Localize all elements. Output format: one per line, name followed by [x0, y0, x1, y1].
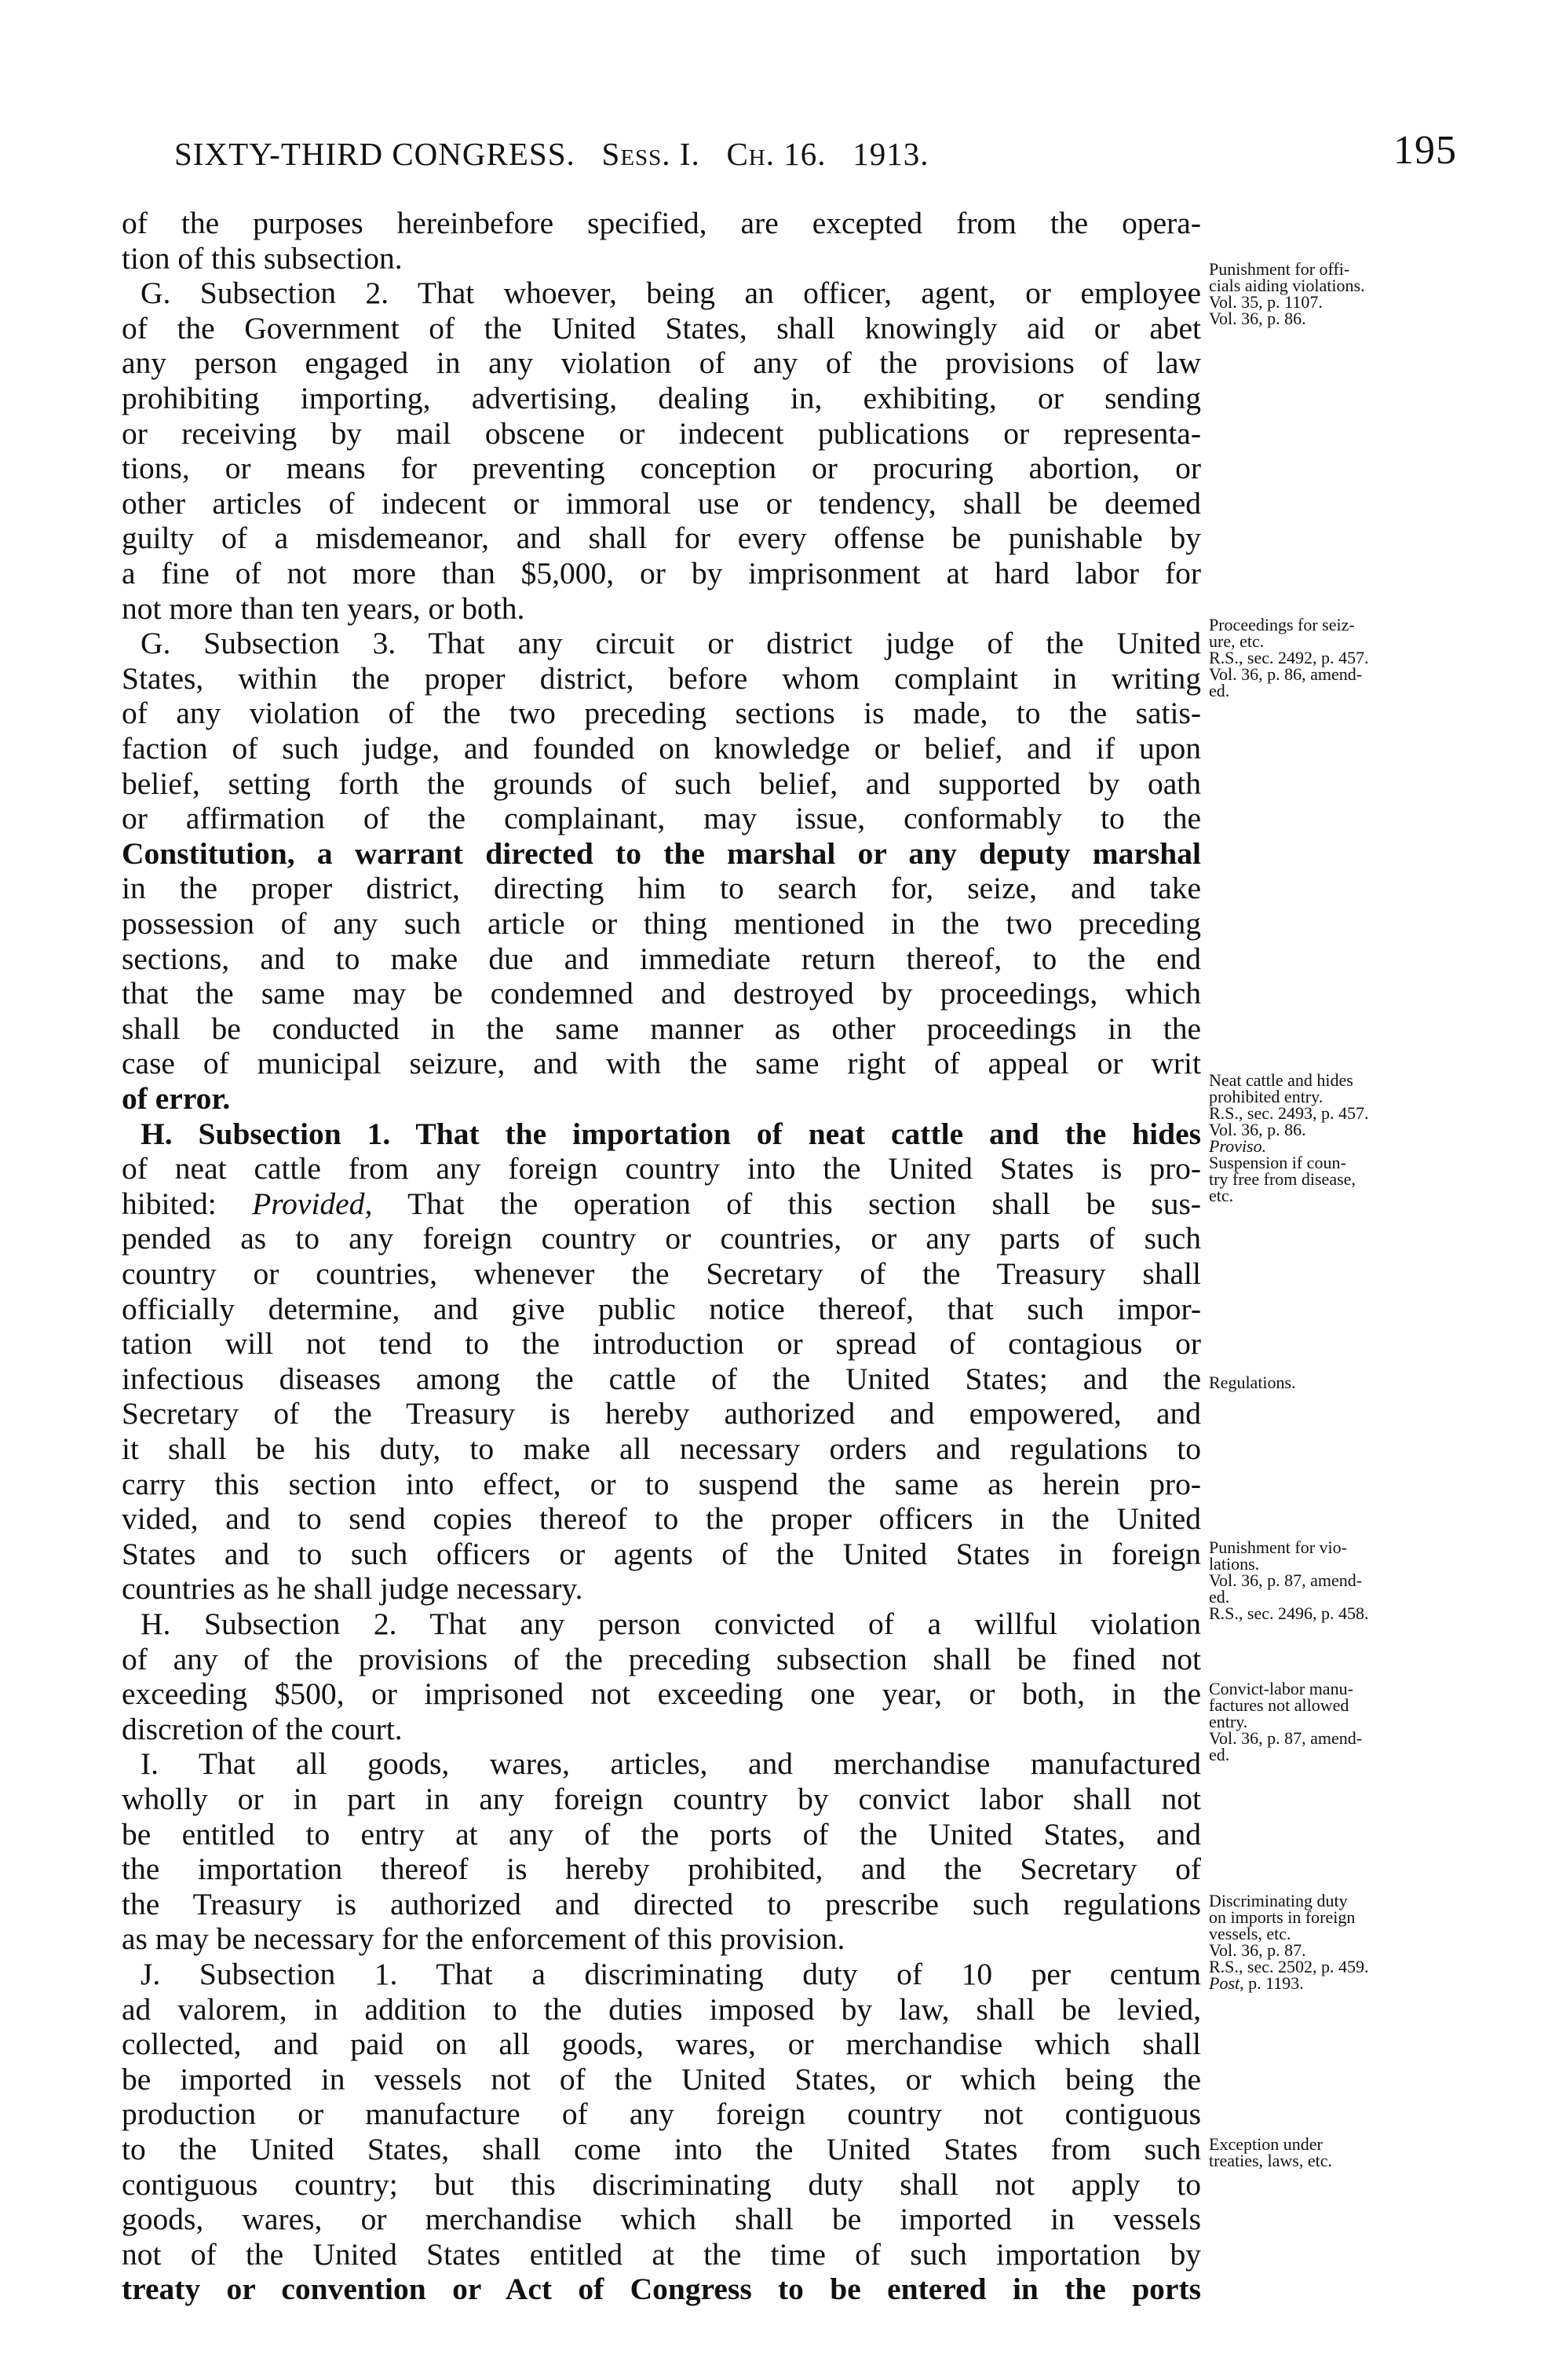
margin-note-line: Vol. 36, p. 86. [1209, 309, 1306, 328]
text-line: of any of the provisions of the preceding subsection shall be fined not [122, 1641, 1201, 1676]
margin-note-line: ed. [1209, 1745, 1230, 1764]
text-line: carry this section into effect, or to suspend the same as herein pro- [122, 1466, 1201, 1501]
margin-note-line: Discriminating duty [1209, 1891, 1348, 1910]
text-line: the importation thereof is hereby prohibited, and the Secretary of [122, 1852, 1201, 1887]
text-line: or affirmation of the complainant, may issue, conformably to the [122, 801, 1201, 836]
text-line: ad valorem, in addition to the duties imposed by law, shall be levied, [122, 1991, 1201, 2027]
text-line: it shall be his duty, to make all necessary orders and regulations to [122, 1431, 1201, 1466]
text-line: States and to such officers or agents of the United States in foreign [122, 1536, 1201, 1571]
margin-note-line: treaties, laws, etc. [1209, 2151, 1332, 2170]
text-line: H. Subsection 2. That any person convicted of a willful violation [141, 1607, 1201, 1641]
margin-note [1209, 261, 1507, 327]
text-line: belief, setting forth the grounds of such belief, and supported by oath [122, 766, 1201, 801]
margin-note-line: R.S., sec. 2493, p. 457. [1209, 1103, 1369, 1123]
margin-note-line: try free from disease, [1209, 1169, 1356, 1189]
text-line: vided, and to send copies thereof to the proper officers in the United [122, 1501, 1201, 1537]
text-line: or receiving by mail obscene or indecent publications or representa- [122, 415, 1201, 451]
text-line: infectious diseases among the cattle of the United States; and the [122, 1361, 1201, 1396]
text-line: Constitution, a warrant directed to the marshal or any deputy marshal [122, 835, 1201, 871]
text-line: prohibiting importing, advertising, dealing in, exhibiting, or sending [122, 381, 1201, 415]
margin-note-line: prohibited entry. [1209, 1087, 1324, 1106]
text-line: guilty of a misdemeanor, and shall for every offense be punishable by [122, 521, 1201, 556]
margin-note-line: cials aiding violations. [1209, 276, 1365, 295]
text-line: in the proper district, directing him to search for, seize, and take [122, 871, 1201, 906]
margin-note-line: ed. [1209, 681, 1230, 700]
text-line: not more than ten years, or both. [122, 590, 525, 626]
margin-note [1209, 1539, 1507, 1621]
text-line: collected, and paid on all goods, wares, or merchandise which shall [122, 2027, 1201, 2062]
margin-note-line: Post, p. 1193. [1209, 1973, 1304, 1993]
text-line: a fine of not more than $5,000, or by imprisonment at hard labor for [122, 556, 1201, 590]
margin-note-line: ure, etc. [1209, 631, 1265, 651]
margin-note-line: Suspension if coun- [1209, 1153, 1346, 1172]
margin-note-line: Vol. 36, p. 87, amend- [1209, 1728, 1363, 1748]
margin-note-line: Vol. 35, p. 1107. [1209, 292, 1323, 312]
text-line: as may be necessary for the enforcement of this provision. [122, 1921, 845, 1957]
text-line: Secretary of the Treasury is hereby authorized and empowered, and [122, 1396, 1201, 1431]
margin-note-line: Proviso. [1209, 1136, 1267, 1156]
margin-note [1209, 1680, 1507, 1763]
session-label: Sess. I. [601, 136, 700, 172]
text-line: faction of such judge, and founded on knowledge or belief, and if upon [122, 731, 1201, 766]
text-line: of error. [122, 1081, 231, 1116]
text-line: that the same may be condemned and destroyed by proceedings, which [122, 976, 1201, 1011]
margin-note-line: Punishment for vio- [1209, 1537, 1347, 1557]
text-line: production or manufacture of any foreign country not contiguous [122, 2097, 1201, 2132]
margin-note-line: Vol. 36, p. 86. [1209, 1120, 1306, 1139]
margin-note-line: R.S., sec. 2496, p. 458. [1209, 1603, 1369, 1623]
text-line: shall be conducted in the same manner as other proceedings in the [122, 1011, 1201, 1046]
text-line: G. Subsection 2. That whoever, being an officer, agent, or employee [141, 276, 1201, 311]
text-line: case of municipal seizure, and with the same right of appeal or writ [122, 1046, 1201, 1081]
margin-note-line: Vol. 36, p. 86, amend- [1209, 664, 1363, 684]
margin-note-line: Proceedings for seiz- [1209, 615, 1355, 634]
text-line: other articles of indecent or immoral use or tendency, shall be deemed [122, 485, 1201, 521]
margin-note-line: Neat cattle and hides [1209, 1070, 1353, 1090]
text-line: be entitled to entry at any of the ports of the United States, and [122, 1816, 1201, 1852]
margin-note [1209, 616, 1507, 699]
margin-note-line: Vol. 36, p. 87, amend- [1209, 1570, 1363, 1590]
running-header [0, 127, 1559, 174]
margin-note-line: Convict-labor manu- [1209, 1679, 1353, 1698]
margin-note-line: Regulations. [1209, 1373, 1296, 1392]
chapter-label: Ch. 16. [726, 136, 827, 172]
margin-note-line: vessels, etc. [1209, 1924, 1291, 1943]
margin-note-line: etc. [1209, 1186, 1234, 1205]
text-line: exceeding $500, or imprisoned not exceeding one year, or both, in the [122, 1676, 1201, 1712]
margin-note [1209, 1892, 1507, 1991]
text-line: the Treasury is authorized and directed to prescribe such regulations [122, 1886, 1201, 1921]
text-line: officially determine, and give public notice thereof, that such impor- [122, 1291, 1201, 1326]
margin-note [1209, 1374, 1507, 1391]
text-line: possession of any such article or thing mentioned in the two preceding [122, 906, 1201, 941]
text-line: of neat cattle from any foreign country into the United States is pro- [122, 1151, 1201, 1186]
text-line: J. Subsection 1. That a discriminating duty of 10 per centum [141, 1957, 1201, 1991]
text-line: I. That all goods, wares, articles, and merchandise manufactured [141, 1746, 1201, 1782]
text-line: H. Subsection 1. That the importation of neat cattle and the hides [141, 1116, 1201, 1151]
text-line: discretion of the court. [122, 1711, 403, 1746]
text-line: sections, and to make due and immediate return thereof, to the end [122, 941, 1201, 976]
margin-note-line: Exception under [1209, 2134, 1323, 2154]
text-line: States, within the proper district, before whom complaint in writing [122, 660, 1201, 696]
running-title: SIXTY-THIRD CONGRESS. [174, 136, 575, 172]
margin-note-line: R.S., sec. 2502, p. 459. [1209, 1957, 1369, 1976]
text-line: country or countries, whenever the Secretary of the Treasury shall [122, 1256, 1201, 1291]
margin-note [1209, 1072, 1507, 1204]
text-line: any person engaged in any violation of any of the provisions of law [122, 345, 1201, 381]
text-line: to the United States, shall come into the United States from such [122, 2132, 1201, 2166]
margin-note-line: factures not allowed [1209, 1695, 1349, 1715]
text-line: of any violation of the two preceding sections is made, to the satis- [122, 696, 1201, 731]
text-line: of the Government of the United States, shall knowingly aid or abet [122, 310, 1201, 345]
text-line: pended as to any foreign country or countries, or any parts of such [122, 1221, 1201, 1256]
text-line: be imported in vessels not of the United States, or which being the [122, 2061, 1201, 2097]
page-number: 195 [1393, 128, 1457, 173]
text-line: tation will not tend to the introduction or spread of contagious or [122, 1326, 1201, 1362]
margin-note [1209, 2136, 1507, 2169]
margin-note-line: R.S., sec. 2492, p. 457. [1209, 648, 1369, 667]
text-line: wholly or in part in any foreign country by convict labor shall not [122, 1782, 1201, 1816]
text-line: tions, or means for preventing conception or procuring abortion, or [122, 451, 1201, 486]
text-line: countries as he shall judge necessary. [122, 1571, 583, 1607]
margin-note-line: Punishment for offi- [1209, 259, 1350, 279]
margin-note-line: on imports in foreign [1209, 1907, 1356, 1927]
text-line: of the purposes hereinbefore specified, are excepted from the opera- [122, 206, 1201, 240]
text-line: G. Subsection 3. That any circuit or district judge of the United [141, 626, 1201, 661]
margin-note-line: lations. [1209, 1554, 1260, 1574]
text-line: not of the United States entitled at the time of such importation by [122, 2236, 1201, 2272]
text-line: hibited: Provided, That the operation of this section shall be sus- [122, 1186, 1201, 1221]
margin-note-line: entry. [1209, 1712, 1248, 1731]
text-line: tion of this subsection. [122, 240, 403, 276]
text-line: goods, wares, or merchandise which shall be imported in vessels [122, 2202, 1201, 2237]
text-line: contiguous country; but this discriminating duty shall not apply to [122, 2166, 1201, 2202]
text-line: treaty or convention or Act of Congress to be entered in the ports [122, 2272, 1201, 2307]
margin-note-line: ed. [1209, 1587, 1230, 1607]
margin-note-line: Vol. 36, p. 87. [1209, 1940, 1306, 1960]
header-title [174, 135, 929, 173]
year-label: 1913. [853, 136, 929, 172]
